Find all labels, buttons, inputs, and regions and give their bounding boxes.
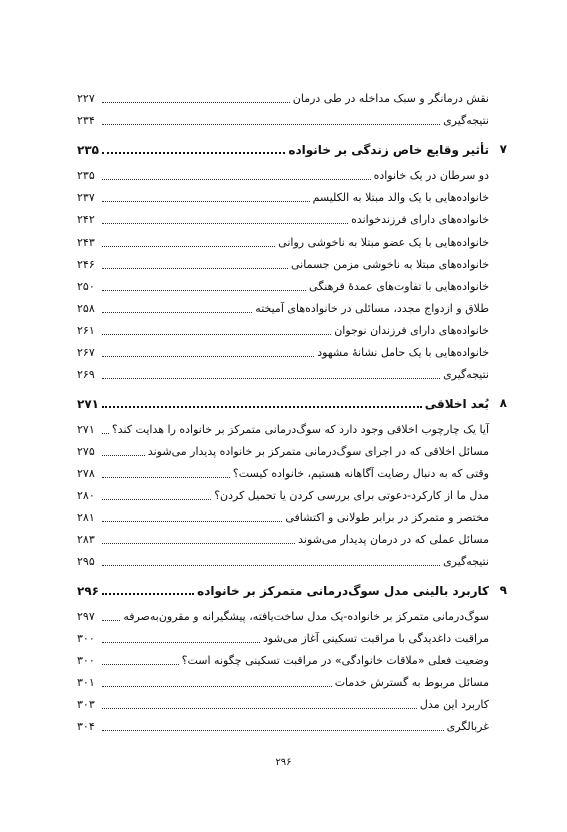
toc-entry[interactable]	[77, 252, 489, 272]
toc-entry-page: ۲۹۷	[77, 610, 95, 623]
toc-entry[interactable]	[77, 185, 489, 205]
toc-entry-title: طلاق و ازدواج مجدد، مسائلی در خانواده‌های آمیخته	[255, 302, 489, 315]
toc-entry-page: ۲۵۸	[77, 302, 95, 315]
toc-entry-title: خانواده‌هایی با یک عضو مبتلا به ناخوشی روانی	[278, 236, 489, 249]
toc-entry-page: ۳۰۳	[77, 698, 95, 711]
leader-dots	[102, 223, 348, 224]
toc-entry-title: غربالگری	[446, 720, 489, 733]
toc-entry[interactable]	[77, 163, 489, 183]
leader-dots	[102, 455, 145, 456]
toc-entry-page: ۲۳۷	[77, 191, 95, 204]
toc-entry[interactable]	[77, 483, 489, 503]
toc-entry-title: خانواده‌هایی با تفاوت‌های عمدهٔ فرهنگی	[309, 280, 489, 293]
toc-entry-title: نقش درمانگر و سبک مداخله در طی درمان	[292, 92, 489, 105]
chapter-title: کاربرد بالینی مدل سوگ‌درمانی متمرکز بر خانواده	[197, 584, 489, 598]
toc-entry-title: مسائل مربوط به گسترش خدمات	[334, 676, 489, 689]
toc-entry-page: ۲۵۰	[77, 280, 95, 293]
toc-entry-page: ۲۸۰	[77, 489, 95, 502]
toc-entry-title: مختصر و متمرکز در برابر طولانی و اکتشافی	[285, 511, 489, 524]
toc-entry[interactable]	[77, 86, 489, 106]
leader-dots	[102, 124, 440, 125]
toc-entry-title: نتیجه‌گیری	[443, 114, 489, 127]
toc-entry[interactable]	[77, 362, 489, 382]
toc-entry-title: خانواده‌های دارای فرزندخوانده	[351, 213, 489, 226]
leader-dots	[102, 642, 260, 643]
page-number: ۲۹۶	[275, 757, 292, 768]
toc-entry[interactable]	[77, 108, 489, 128]
toc-entry-page: ۲۳۴	[77, 114, 95, 127]
toc-entry[interactable]	[77, 626, 489, 646]
leader-dots	[102, 543, 295, 544]
leader-dots	[102, 730, 444, 731]
toc-entry-title: دو سرطان در یک خانواده	[373, 169, 489, 182]
toc-entry-page: ۲۴۲	[77, 213, 95, 226]
toc-entry-title: آیا یک چارچوب اخلاقی وجود دارد که سوگ‌درمانی متمرکز بر خانواده را هدایت کند؟	[111, 423, 489, 436]
leader-dots	[102, 179, 371, 180]
chapter-page: ۲۹۶	[77, 584, 99, 598]
chapter-number: ۷	[499, 142, 507, 156]
toc-entry-title: مدل ما از کارکرد-دعوتی برای بررسی کردن یا تحمیل کردن؟	[214, 489, 489, 502]
toc-entry[interactable]	[77, 439, 489, 459]
leader-dots	[102, 334, 331, 335]
toc-entry-page: ۲۸۳	[77, 533, 95, 546]
leader-dots	[102, 499, 211, 500]
toc-chapter[interactable]	[77, 574, 507, 598]
toc-entry-page: ۲۷۸	[77, 467, 95, 480]
leader-dots	[102, 378, 440, 379]
toc-chapter[interactable]	[77, 387, 507, 411]
toc-entry[interactable]	[77, 461, 489, 481]
leader-dots	[102, 246, 275, 247]
toc-entry[interactable]	[77, 207, 489, 227]
chapter-page: ۲۷۱	[77, 397, 99, 411]
toc-entry[interactable]	[77, 274, 489, 294]
leader-dots	[102, 201, 310, 202]
leader-dots	[102, 102, 290, 103]
toc-entry-page: ۲۷۵	[77, 445, 95, 458]
chapter-title: تأثیر وقایع خاص زندگی بر خانواده	[288, 143, 489, 157]
leader-dots	[102, 152, 285, 154]
leader-dots	[102, 356, 314, 357]
leader-dots	[102, 433, 109, 434]
toc-entry-page: ۳۰۰	[77, 632, 95, 645]
toc-entry-title: مسائل عملی که در درمان پدیدار می‌شوند	[298, 533, 489, 546]
toc-entry[interactable]	[77, 692, 489, 712]
toc-entry[interactable]	[77, 648, 489, 668]
chapter-page: ۲۳۵	[77, 143, 99, 157]
leader-dots	[102, 521, 282, 522]
leader-dots	[102, 406, 422, 408]
toc-entry-page: ۲۸۱	[77, 511, 95, 524]
toc-entry[interactable]	[77, 714, 489, 734]
toc-entry-page: ۲۲۷	[77, 92, 95, 105]
leader-dots	[102, 565, 440, 566]
toc-entry-title: خانواده‌های مبتلا به ناخوشی مزمن جسمانی	[291, 258, 489, 271]
toc-entry-title: نتیجه‌گیری	[443, 555, 489, 568]
toc-entry-title: مسائل اخلاقی که در اجرای سوگ‌درمانی متمرکز بر خانواده پدیدار می‌شوند	[147, 445, 489, 458]
leader-dots	[102, 686, 332, 687]
toc-entry-page: ۳۰۱	[77, 676, 95, 689]
toc-entry[interactable]	[77, 549, 489, 569]
toc-entry[interactable]	[77, 296, 489, 316]
toc-entry-page: ۲۴۶	[77, 258, 95, 271]
toc-entry-title: کاربرد این مدل	[419, 698, 489, 711]
leader-dots	[102, 290, 306, 291]
toc-entry-page: ۲۷۱	[77, 423, 95, 436]
toc-entry-title: خانواده‌هایی با یک حامل نشانهٔ مشهود	[317, 346, 489, 359]
toc-chapter[interactable]	[77, 133, 507, 157]
leader-dots	[102, 593, 194, 595]
toc-entry[interactable]	[77, 318, 489, 338]
toc-entry-page: ۳۰۴	[77, 720, 95, 733]
toc-entry-page: ۲۶۷	[77, 346, 95, 359]
toc-entry-title: سوگ‌درمانی متمرکز بر خانواده-یک مدل ساخت‌یافته، پیشگیرانه و مقرون‌به‌صرفه	[123, 610, 489, 623]
toc-entry-page: ۳۰۰	[77, 654, 95, 667]
toc-entry[interactable]	[77, 340, 489, 360]
toc-entry-title: خانواده‌هایی با یک والد مبتلا به الکلیسم	[312, 191, 489, 204]
chapter-number: ۹	[499, 583, 507, 597]
chapter-title: بُعد اخلاقی	[424, 397, 489, 411]
toc-entry-title: وضعیت فعلی «ملاقات خانوادگی» در مراقبت تسکینی چگونه است؟	[181, 654, 489, 667]
toc-entry[interactable]	[77, 670, 489, 690]
leader-dots	[102, 664, 179, 665]
toc-entry-page: ۲۶۱	[77, 324, 95, 337]
leader-dots	[102, 312, 252, 313]
toc-entry-title: مراقبت داغدیدگی با مراقبت تسکینی آغاز می‌شود	[263, 632, 489, 645]
toc-entry-title: نتیجه‌گیری	[443, 368, 489, 381]
leader-dots	[102, 268, 288, 269]
toc-entry[interactable]	[77, 230, 489, 250]
toc-entry-page: ۲۶۹	[77, 368, 95, 381]
toc-entry[interactable]	[77, 417, 489, 437]
toc-entry-page: ۲۹۵	[77, 555, 95, 568]
toc-entry-title: خانواده‌های دارای فرزندان نوجوان	[334, 324, 489, 337]
toc-entry[interactable]	[77, 604, 489, 624]
toc-entry[interactable]	[77, 505, 489, 525]
leader-dots	[102, 708, 417, 709]
leader-dots	[102, 620, 120, 621]
toc-entry-page: ۲۳۵	[77, 169, 95, 182]
toc-entry-page: ۲۴۳	[77, 236, 95, 249]
toc-entry[interactable]	[77, 527, 489, 547]
leader-dots	[102, 477, 230, 478]
chapter-number: ۸	[499, 396, 507, 410]
toc-entry-title: وقتی که به دنبال رضایت آگاهانه هستیم، خانواده کیست؟	[232, 467, 489, 480]
